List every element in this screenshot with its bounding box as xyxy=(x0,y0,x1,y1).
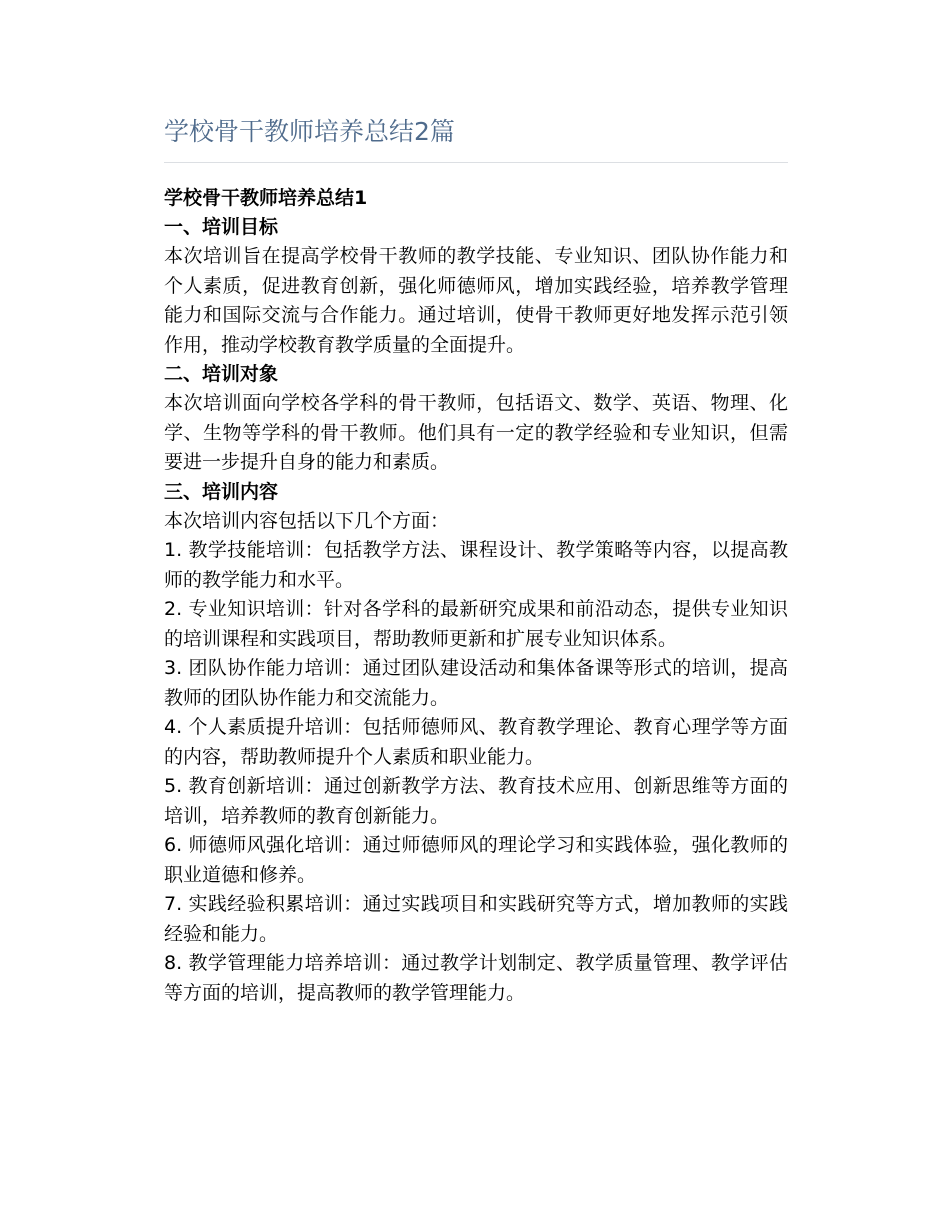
section-paragraph-content: 本次培训内容包括以下几个方面： xyxy=(164,509,450,532)
list-item: 5. 教育创新培训：通过创新教学方法、教育技术应用、创新思维等方面的培训，培养教师的教育创新能力。 xyxy=(164,775,788,827)
section-heading-goals: 一、培训目标 xyxy=(164,216,279,238)
list-item: 1. 教学技能培训：包括教学方法、课程设计、教学策略等内容，以提高教师的教学能力和水平。 xyxy=(164,539,788,591)
list-item: 4. 个人素质提升培训：包括师德师风、教育教学理论、教育心理学等方面的内容，帮助教师提升个人素质和职业能力。 xyxy=(164,716,788,768)
document-subtitle: 学校骨干教师培养总结1 xyxy=(164,187,368,209)
list-item: 8. 教学管理能力培养培训：通过教学计划制定、教学质量管理、教学评估等方面的培训，提高教师的教学管理能力。 xyxy=(164,952,788,1004)
content-list xyxy=(164,536,788,1008)
section-paragraph-audience: 本次培训面向学校各学科的骨干教师，包括语文、数学、英语、物理、化学、生物等学科的骨干教师。他们具有一定的教学经验和专业知识，但需要进一步提升自身的能力和素质。 xyxy=(164,392,788,473)
document-body xyxy=(164,183,788,1008)
list-item: 6. 师德师风强化培训：通过师德师风的理论学习和实践体验，强化教师的职业道德和修养。 xyxy=(164,834,788,886)
document-title: 学校骨干教师培养总结2篇 xyxy=(164,110,788,163)
list-item: 7. 实践经验积累培训：通过实践项目和实践研究等方式，增加教师的实践经验和能力。 xyxy=(164,893,788,945)
list-item: 3. 团队协作能力培训：通过团队建设活动和集体备课等形式的培训，提高教师的团队协作能力和交流能力。 xyxy=(164,657,788,709)
list-item: 2. 专业知识培训：针对各学科的最新研究成果和前沿动态，提供专业知识的培训课程和实践项目，帮助教师更新和扩展专业知识体系。 xyxy=(164,598,788,650)
section-heading-audience: 二、培训对象 xyxy=(164,363,279,385)
section-heading-content: 三、培训内容 xyxy=(164,480,279,503)
document-page xyxy=(164,110,788,1008)
section-paragraph-goals: 本次培训旨在提高学校骨干教师的教学技能、专业知识、团队协作能力和个人素质，促进教育创新，强化师德师风，增加实践经验，培养教学管理能力和国际交流与合作能力。通过培训，使骨干教师更好地发挥示范引领作用，推动学校教育教学质量的全面提升。 xyxy=(164,245,788,356)
